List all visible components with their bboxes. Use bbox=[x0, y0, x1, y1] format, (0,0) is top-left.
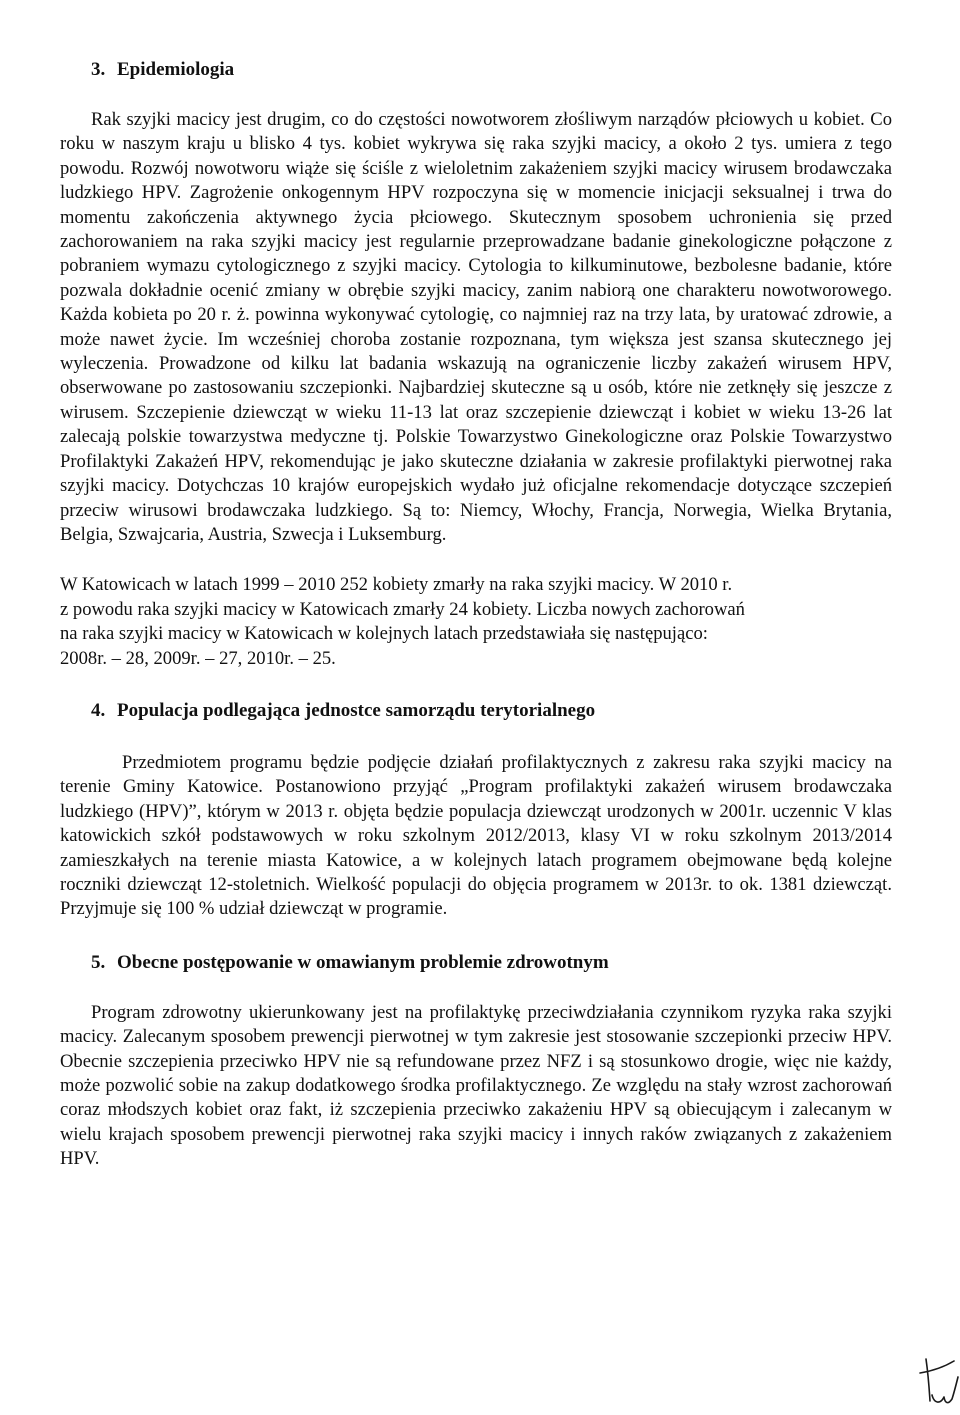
section-3-heading bbox=[60, 58, 892, 82]
section-5-heading bbox=[60, 951, 892, 975]
section-5-paragraph: Program zdrowotny ukierunkowany jest na profilaktykę przeciwdziałania czynnikom ryzyka raka szyjki macicy. Zalecanym sposobem prewencji pierwotnej w tym zakresie jest stosowanie szczepionki przeciw HPV. Obecnie szczepienia przeciwko HPV nie są refundowane przez NFZ i są stosunkowo drogie, więc nie każdy, może pozwolić sobie na zakup dodatkowego środka profilaktycznego. Ze względu na stały wzrost zachorowań coraz młodszych kobiet oraz fakt, iż szczepienia przeciwko zakażeniu HPV są obiecującym i zalecanym w wielu krajach sposobem prewencji pierwotnej raka szyjki macicy i innych raków związanych z zakażeniem HPV. bbox=[60, 1001, 892, 1170]
section-3-title: Epidemiologia bbox=[117, 59, 235, 80]
paragraph-line: 2008r. – 28, 2009r. – 27, 2010r. – 25. bbox=[60, 647, 336, 669]
section-4-number: 4. bbox=[91, 699, 106, 721]
section-3-number: 3. bbox=[91, 59, 106, 80]
section-5-number: 5. bbox=[91, 951, 106, 973]
paragraph-line: z powodu raka szyjki macicy w Katowicach zmarły 24 kobiety. Liczba nowych zachorowań bbox=[60, 598, 745, 620]
section-4-title: Populacja podlegająca jednostce samorządu terytorialnego bbox=[117, 699, 596, 721]
section-5-title: Obecne postępowanie w omawianym problemie zdrowotnym bbox=[117, 951, 609, 973]
section-4-heading bbox=[60, 699, 892, 723]
section-3-paragraph-1: Rak szyjki macicy jest drugim, co do częstości nowotworem złośliwym narządów płciowych u kobiet. Co roku w naszym kraju u blisko 4 tys. kobiet wykrywa się raka szyjki macicy, a około 2 tys. umiera z tego powodu. Rozwój nowotworu wiąże się ściśle z wieloletnim zakażeniem szyjki macicy wirusem brodawczaka ludzkiego HPV. Zagrożenie onkogennym HPV rozpoczyna się w momencie inicjacji seksualnej i trwa do momentu zakończenia aktywnego życia płciowego. Skutecznym sposobem uchronienia się przed zachorowaniem na raka szyjki macicy jest regularnie przeprowadzane badanie ginekologiczne połączone z pobraniem wymazu cytologicznego z szyjki macicy. Cytologia to kilkuminutowe, bezbolesne badanie, które pozwala dokładnie ocenić zmiany w obrębie szyjki macicy, zanim nabiorą one charakteru nowotworowego. Każda kobieta po 20 r. ż. powinna wykonywać cytologię, co najmniej raz na trzy lata, by uratować zdrowie, a może nawet życie. Im wcześniej choroba zostanie rozpoznana, tym większa jest szansa skutecznego jej wyleczenia. Prowadzone od kilku lat badania wskazują na ograniczenie liczby zakażeń wirusem HPV, obserwowane po zastosowaniu szczepionki. Najbardziej skuteczne są u osób, które nie zetknęły się jeszcze z wirusem. Szczepienie dziewcząt w wieku 11-13 lat oraz szczepienie dziewcząt i kobiet w wieku 13-26 lat zalecają polskie towarzystwa medyczne tj. Polskie Towarzystwo Ginekologiczne oraz Polskie Towarzystwo Profilaktyki Zakażeń HPV, rekomendując je jako skuteczne działania w zakresie profilaktyki pierwotnej raka szyjki macicy. Dotychczas 10 krajów europejskich wydało już oficjalne rekomendacje dotyczące szczepień przeciw wirusowi brodawczaka ludzkiego. Są to: Niemcy, Włochy, Francja, Norwegia, Wielka Brytania, Belgia, Szwajcaria, Austria, Szwecja i Luksemburg. bbox=[60, 109, 892, 545]
paragraph-line: na raka szyjki macicy w Katowicach w kolejnych latach przedstawiała się następująco: bbox=[60, 623, 708, 645]
document-page bbox=[60, 58, 892, 1172]
section-3-paragraph-2 bbox=[60, 573, 892, 671]
section-4-paragraph: Przedmiotem programu będzie podjęcie działań profilaktycznych z zakresu raka szyjki macicy na terenie Gminy Katowice. Postanowiono przyjąć „Program profilaktyki zakażeń wirusem brodawczaka ludzkiego (HPV)”, którym w 2013 r. objęta będzie populacja dziewcząt urodzonych w 2001r. uczennic V klas katowickich szkół podstawowych w roku szkolnym 2012/2013, klasy VI w roku szkolnym 2013/2014 zamieszkałych na terenie miasta Katowice, a w kolejnych latach programem obejmowane będą kolejne roczniki dziewcząt 12-stoletnich. Wielkość populacji do objęcia programem w 2013r. to ok. 1381 dziewcząt. Przyjmuje się 100 % udział dziewcząt w programie. bbox=[60, 751, 892, 920]
handwritten-initials-signature bbox=[918, 1355, 960, 1411]
paragraph-line: W Katowicach w latach 1999 – 2010 252 kobiety zmarły na raka szyjki macicy. W 2010 r. bbox=[60, 574, 733, 596]
